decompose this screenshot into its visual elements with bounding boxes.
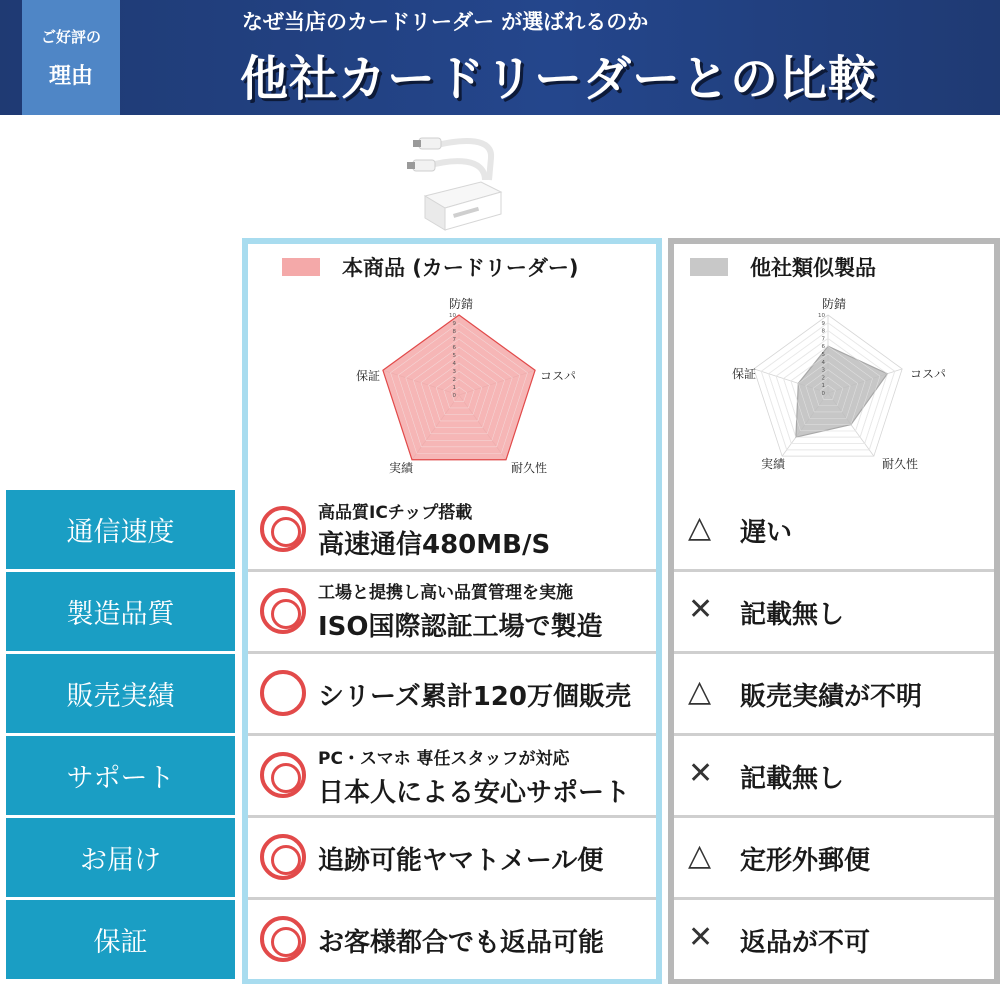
- ours-tick-label: 0: [452, 393, 456, 399]
- row-divider: [674, 569, 994, 572]
- our-cell-sales-main: シリーズ累計120万個販売: [318, 682, 631, 712]
- row-divider: [674, 733, 994, 736]
- ours-tick-label: 3: [452, 369, 456, 375]
- ours-tick-label: 10: [449, 313, 456, 319]
- other-tick-label: 6: [821, 344, 825, 351]
- other-cell-quality: [674, 572, 994, 651]
- double-circle-icon: [260, 834, 306, 880]
- other-cell-support-text: 記載無し: [740, 764, 845, 794]
- other-tick-label: 3: [821, 367, 825, 374]
- row-divider: [674, 897, 994, 900]
- our-cell-delivery: [248, 818, 656, 897]
- row-label-delivery: お届け: [6, 818, 235, 897]
- our-cell-support-note: PC・スマホ 専任スタッフが対応: [318, 749, 570, 769]
- double-circle-icon: [260, 916, 306, 962]
- other-cell-warranty: [674, 900, 994, 979]
- row-label-support: サポート: [6, 736, 235, 815]
- other-cell-delivery-text: 定形外郵便: [740, 846, 871, 876]
- cross-icon: ✕: [688, 920, 714, 955]
- other-cell-quality-text: 記載無し: [740, 600, 845, 630]
- header-subtitle: なぜ当店のカードリーダー が選ばれるのか: [242, 10, 649, 34]
- ours-tick-label: 7: [452, 337, 456, 343]
- row-label-quality: 製造品質: [6, 572, 235, 651]
- row-divider: [674, 651, 994, 654]
- our-cell-support: [248, 736, 656, 815]
- row-label-speed: 通信速度: [6, 490, 235, 569]
- triangle-icon: △: [688, 510, 712, 545]
- card-reader-image: [405, 118, 515, 238]
- other-tick-label: 2: [821, 375, 825, 382]
- other-radar-label-bottom-left: 実績: [761, 457, 786, 471]
- cross-icon: ✕: [688, 756, 714, 791]
- ours-tick-label: 2: [452, 377, 456, 383]
- ours-tick-label: 8: [452, 329, 456, 335]
- other-radar-label-top: 防錆: [822, 297, 847, 311]
- header-title: 他社カードリーダーとの比較: [240, 51, 878, 107]
- other-radar-label-left: 保証: [732, 367, 757, 381]
- other-product-label: 他社類似製品: [750, 256, 876, 280]
- ours-tick-label: 5: [452, 353, 456, 359]
- row-label-sales: 販売実績: [6, 654, 235, 733]
- our-radar-label-bottom-left: 実績: [389, 461, 414, 475]
- our-cell-quality: [248, 572, 656, 651]
- row-divider: [248, 815, 656, 818]
- reason-small-text: ご好評の: [40, 27, 101, 46]
- our-cell-quality-note: 工場と提携し高い品質管理を実施: [318, 583, 573, 603]
- our-radar-chart: [248, 244, 656, 484]
- our-cell-warranty: [248, 900, 656, 979]
- header-banner: [0, 0, 1000, 115]
- reason-badge: [22, 0, 120, 115]
- other-radar-label-right: コスパ: [910, 367, 947, 381]
- other-tick-label: 0: [821, 391, 825, 397]
- other-tick-label: 9: [821, 320, 825, 327]
- row-divider: [248, 733, 656, 736]
- other-cell-sales-text: 販売実績が不明: [740, 682, 923, 712]
- our-cell-speed-main: 高速通信480MB/S: [318, 530, 551, 560]
- row-label-warranty: 保証: [6, 900, 235, 979]
- other-tick-label: 1: [821, 383, 825, 390]
- reason-big-text: 理由: [48, 63, 93, 89]
- row-divider: [248, 569, 656, 572]
- our-cell-speed-note: 高品質ICチップ搭載: [318, 503, 473, 523]
- other-tick-label: 10: [818, 313, 825, 319]
- other-radar-chart: [674, 244, 994, 484]
- row-divider: [248, 651, 656, 654]
- other-cell-speed-text: 遅い: [740, 518, 793, 548]
- our-cell-quality-main: ISO国際認証工場で製造: [318, 612, 603, 642]
- other-cell-speed: [674, 490, 994, 569]
- other-cell-delivery: [674, 818, 994, 897]
- ours-tick-label: 6: [452, 345, 456, 351]
- row-divider: [248, 897, 656, 900]
- other-cell-support: [674, 736, 994, 815]
- circle-icon: [260, 670, 306, 716]
- other-tick-label: 5: [821, 352, 825, 358]
- double-circle-icon: [260, 752, 306, 798]
- other-tick-label: 8: [821, 328, 825, 335]
- our-cell-delivery-main: 追跡可能ヤマトメール便: [318, 846, 604, 876]
- our-radar-label-right: コスパ: [540, 369, 577, 383]
- our-product-label: 本商品 (カードリーダー): [342, 256, 579, 280]
- other-cell-warranty-text: 返品が不可: [740, 928, 871, 958]
- our-radar-label-top: 防錆: [449, 297, 474, 311]
- other-radar-label-bottom-right: 耐久性: [882, 457, 919, 471]
- our-radar-label-left: 保証: [356, 369, 381, 383]
- other-cell-sales: [674, 654, 994, 733]
- triangle-icon: △: [688, 674, 712, 709]
- ours-tick-label: 9: [452, 321, 456, 327]
- double-circle-icon: [260, 588, 306, 634]
- row-divider: [674, 815, 994, 818]
- ours-tick-label: 1: [452, 385, 456, 391]
- double-circle-icon: [260, 506, 306, 552]
- other-tick-label: 7: [821, 336, 825, 343]
- our-cell-sales: [248, 654, 656, 733]
- cross-icon: ✕: [688, 592, 714, 627]
- triangle-icon: △: [688, 838, 712, 873]
- other-tick-label: 4: [821, 359, 825, 366]
- ours-tick-label: 4: [452, 361, 456, 367]
- our-cell-support-main: 日本人による安心サポート: [318, 778, 631, 808]
- our-cell-warranty-main: お客様都合でも返品可能: [318, 928, 605, 958]
- our-cell-speed: [248, 490, 656, 569]
- our-radar-label-bottom-right: 耐久性: [511, 461, 548, 475]
